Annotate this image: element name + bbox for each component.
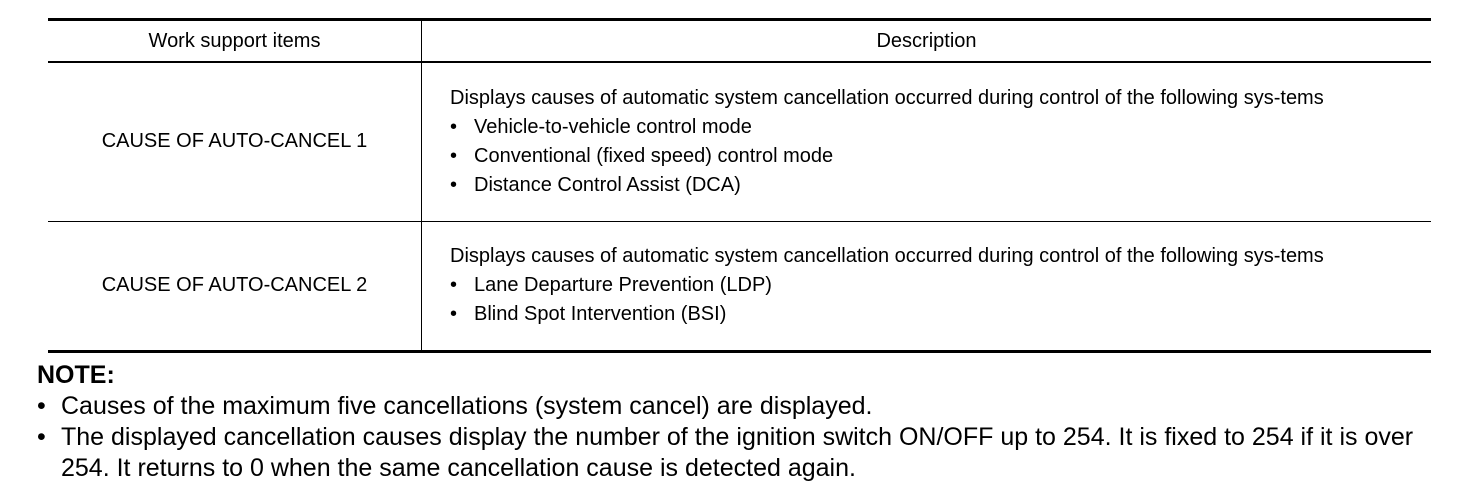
note-heading: NOTE: [37, 361, 115, 389]
description-bullet-list [450, 271, 1421, 329]
description-text: Displays causes of automatic system cancellation occurred during control of the following sys-tems [450, 245, 1324, 267]
description-bullet: • Lane Departure Prevention (LDP) [450, 271, 1421, 300]
work-support-item-cell: CAUSE OF AUTO-CANCEL 2 [48, 221, 422, 351]
work-support-item-cell: CAUSE OF AUTO-CANCEL 1 [48, 62, 422, 221]
header-work-support-items: Work support items [48, 20, 422, 63]
description-bullet-list [450, 113, 1421, 200]
note-item: • Causes of the maximum five cancellations (system cancel) are displayed. [37, 391, 1457, 422]
description-text: Displays causes of automatic system cancellation occurred during control of the following sys-tems [450, 86, 1324, 109]
table-header-row [48, 20, 1431, 63]
description-bullet: • Distance Control Assist (DCA) [450, 171, 1421, 200]
header-description: Description [876, 29, 977, 52]
work-support-table-container [48, 18, 1431, 353]
description-cell [422, 221, 1432, 351]
description-bullet: • Blind Spot Intervention (BSI) [450, 300, 1421, 329]
work-support-table [48, 18, 1431, 353]
note-list [37, 391, 1457, 484]
description-bullet: • Conventional (fixed speed) control mode [450, 142, 1421, 171]
description-cell [422, 62, 1432, 221]
note-section [37, 360, 1457, 484]
table-row [48, 221, 1431, 351]
description-bullet: • Vehicle-to-vehicle control mode [450, 113, 1421, 142]
note-item: • The displayed cancellation causes display the number of the ignition switch ON/OFF up to 254. It is fixed to 254 if it is over 254. It returns to 0 when the same cancellation cause is detected again. [37, 422, 1457, 484]
table-row [48, 62, 1431, 221]
